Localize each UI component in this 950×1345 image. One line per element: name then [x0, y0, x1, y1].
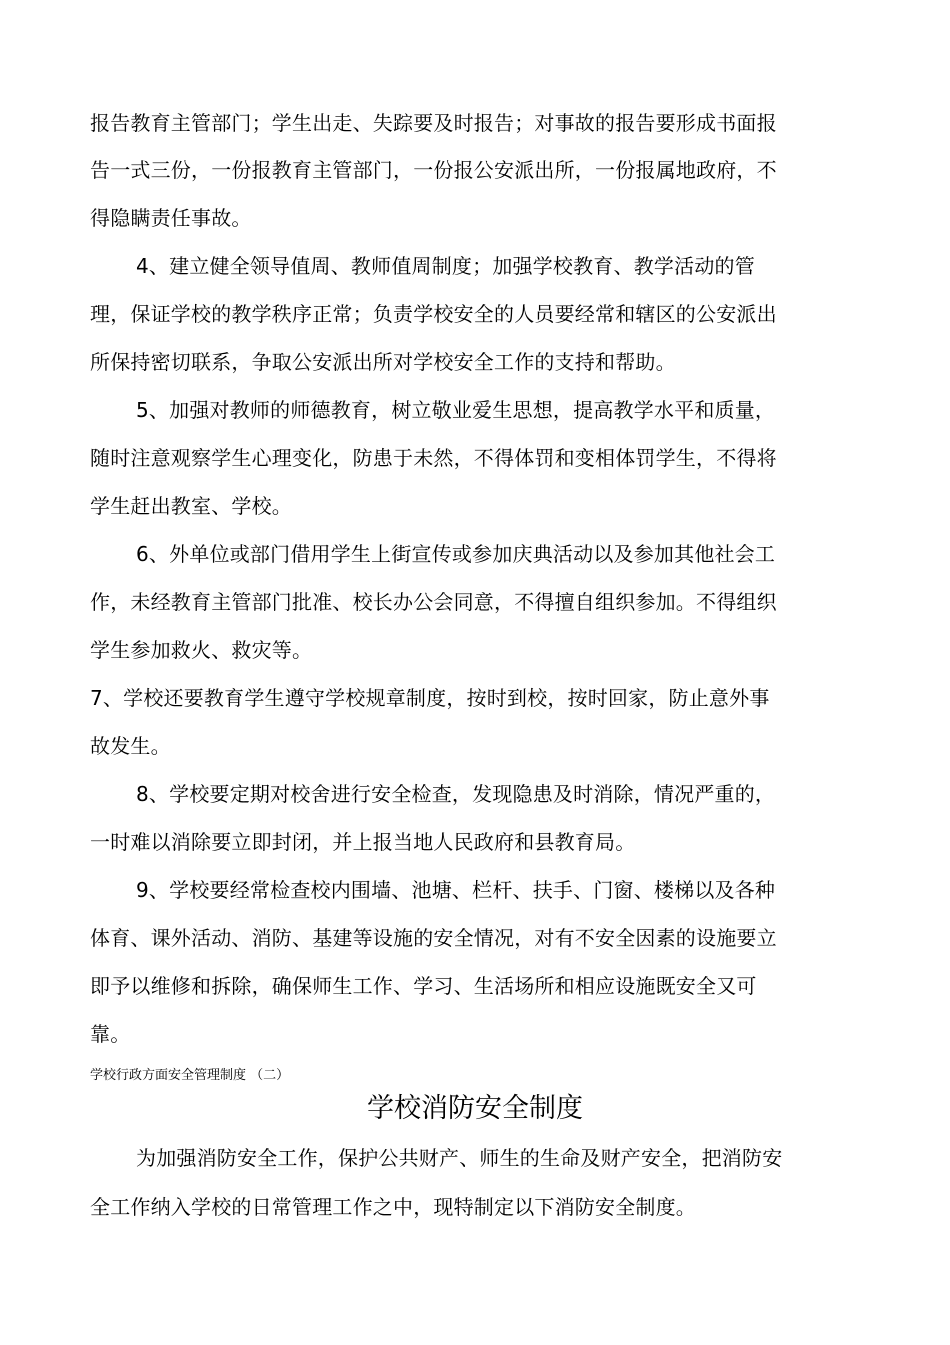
paragraph-9-line-1: 9、学校要经常检查校内围墙、池塘、栏杆、扶手、门窗、楼梯以及各种 — [136, 878, 776, 902]
paragraph-4-line-3: 所保持密切联系，争取公安派出所对学校安全工作的支持和帮助。 — [90, 350, 676, 374]
paragraph-8-line-2: 一时难以消除要立即封闭，并上报当地人民政府和县教育局。 — [90, 830, 636, 854]
section-title: 学校消防安全制度 — [367, 1093, 583, 1124]
paragraph-6-line-3: 学生参加救火、救灾等。 — [90, 638, 313, 662]
paragraph-4-line-2: 理，保证学校的教学秩序正常；负责学校安全的人员要经常和辖区的公安派出 — [90, 302, 777, 326]
paragraph-6-line-2: 作，未经教育主管部门批准、校长办公会同意，不得擅自组织参加。不得组织 — [90, 590, 777, 614]
paragraph-3-line-3: 得隐瞒责任事故。 — [90, 206, 252, 230]
paragraph-4-line-1: 4、建立健全领导值周、教师值周制度；加强学校教育、教学活动的管 — [136, 254, 755, 278]
paragraph-9-line-3: 即予以维修和拆除，确保师生工作、学习、生活场所和相应设施既安全又可 — [90, 974, 757, 998]
paragraph-7-line-1: 7、学校还要教育学生遵守学校规章制度，按时到校，按时回家，防止意外事 — [90, 686, 770, 710]
intro-line-1: 为加强消防安全工作，保护公共财产、师生的生命及财产安全，把消防安 — [136, 1146, 783, 1170]
paragraph-7-line-2: 故发生。 — [90, 734, 171, 758]
paragraph-5-line-3: 学生赶出教室、学校。 — [90, 494, 292, 518]
paragraph-5-line-1: 5、加强对教师的师德教育，树立敬业爱生思想，提高教学水平和质量， — [136, 398, 776, 422]
paragraph-9-line-4: 靠。 — [90, 1022, 131, 1046]
paragraph-5-line-2: 随时注意观察学生心理变化，防患于未然，不得体罚和变相体罚学生，不得将 — [90, 446, 777, 470]
section-label: 学校行政方面安全管理制度 （二） — [90, 1068, 290, 1083]
paragraph-3-line-1: 报告教育主管部门；学生出走、失踪要及时报告；对事故的报告要形成书面报 — [90, 111, 777, 135]
paragraph-3-line-2: 告一式三份，一份报教育主管部门，一份报公安派出所，一份报属地政府，不 — [90, 158, 777, 182]
paragraph-8-line-1: 8、学校要定期对校舍进行安全检查，发现隐患及时消除，情况严重的， — [136, 782, 776, 806]
intro-line-2: 全工作纳入学校的日常管理工作之中，现特制定以下消防安全制度。 — [90, 1195, 696, 1219]
paragraph-9-line-2: 体育、课外活动、消防、基建等设施的安全情况，对有不安全因素的设施要立 — [90, 926, 777, 950]
paragraph-6-line-1: 6、外单位或部门借用学生上街宣传或参加庆典活动以及参加其他社会工 — [136, 542, 776, 566]
